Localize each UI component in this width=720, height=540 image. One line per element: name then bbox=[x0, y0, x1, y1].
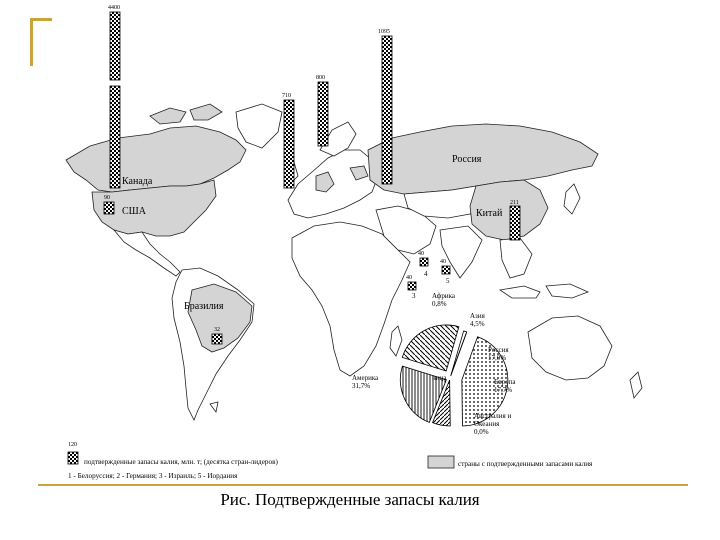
greenland bbox=[236, 104, 282, 148]
pie-slice bbox=[402, 325, 459, 371]
regional-pie-chart bbox=[400, 325, 507, 426]
marker-jordan: 5 bbox=[446, 277, 450, 285]
madagascar bbox=[390, 326, 402, 356]
value-eritrea: 40 bbox=[406, 275, 412, 281]
value-canada: 4400 bbox=[108, 5, 120, 11]
reserve-bar-canada-lower bbox=[110, 86, 120, 188]
indonesia bbox=[500, 286, 540, 298]
reserve-bar-jordan bbox=[442, 266, 450, 274]
value-usa: 90 bbox=[104, 195, 110, 201]
landmasses bbox=[66, 104, 642, 420]
reserve-bar-brazil bbox=[212, 334, 222, 344]
reserve-bar-china bbox=[510, 206, 520, 240]
value-russia: 1095 bbox=[378, 29, 390, 35]
grey-swatch-icon bbox=[428, 456, 454, 468]
label-canada: Канада bbox=[122, 176, 153, 187]
footer-rule bbox=[38, 484, 688, 486]
value-germany: 710 bbox=[282, 93, 291, 99]
australia bbox=[528, 316, 612, 380]
value-belarus: 800 bbox=[316, 75, 325, 81]
pie-label-europe: Европа 17,7% bbox=[494, 378, 516, 394]
legend bbox=[68, 442, 593, 480]
label-usa: США bbox=[122, 206, 146, 217]
reserve-bar-belarus bbox=[318, 82, 328, 146]
legend-bar-text: подтвержденные запасы калия, млн. т; (десятка стран-лидеров) bbox=[84, 458, 278, 466]
reserve-bar-canada bbox=[110, 12, 120, 80]
reserve-bar-germany bbox=[284, 100, 294, 188]
label-brazil: Бразилия bbox=[184, 301, 224, 312]
reserve-bar-eritrea bbox=[408, 282, 416, 290]
label-china: Китай bbox=[476, 208, 503, 219]
pie-label-russia: Россия 17,0% bbox=[488, 346, 509, 362]
pie-label-asia: Азия 4,5% bbox=[470, 312, 485, 328]
pie-label-australia: Австралия и Океания 0,0% bbox=[474, 412, 512, 436]
figure-caption: Рис. Подтвержденные запасы калия bbox=[220, 490, 480, 509]
antarctic-fragment bbox=[210, 402, 218, 412]
checkered-column-icon bbox=[68, 452, 78, 464]
pie-label-africa: Африка 0,8% bbox=[432, 292, 455, 308]
legend-sample-value: 120 bbox=[68, 442, 77, 448]
japan bbox=[564, 184, 580, 214]
pie-truncated-label: ница bbox=[432, 374, 447, 382]
new-zealand bbox=[630, 372, 642, 398]
value-china: 211 bbox=[510, 200, 519, 206]
pie-label-america: Америка 31,7% bbox=[352, 374, 379, 390]
legend-grey-text: страны с подтвержденными запасами калия bbox=[458, 460, 593, 468]
arctic-islands bbox=[150, 108, 186, 124]
canada-region bbox=[66, 126, 246, 192]
corner-bracket bbox=[30, 18, 52, 66]
label-russia: Россия bbox=[452, 154, 482, 165]
marker-israel: 4 bbox=[424, 270, 428, 278]
legend-numbers-key: 1 - Белоруссия; 2 - Германия; 3 - Израиль; 5 - Иордания bbox=[68, 472, 238, 480]
value-jordan: 40 bbox=[440, 259, 446, 265]
africa bbox=[292, 222, 410, 376]
marker-eritrea: 3 bbox=[412, 292, 416, 300]
russia-region bbox=[368, 124, 598, 194]
value-brazil: 32 bbox=[214, 327, 220, 333]
reserve-bar-israel bbox=[420, 258, 428, 266]
mexico-central-america bbox=[114, 230, 180, 276]
southeast-asia bbox=[500, 238, 532, 278]
reserve-bar-russia bbox=[382, 36, 392, 184]
reserve-bar-usa bbox=[104, 202, 114, 214]
value-israel: 40 bbox=[418, 251, 424, 257]
